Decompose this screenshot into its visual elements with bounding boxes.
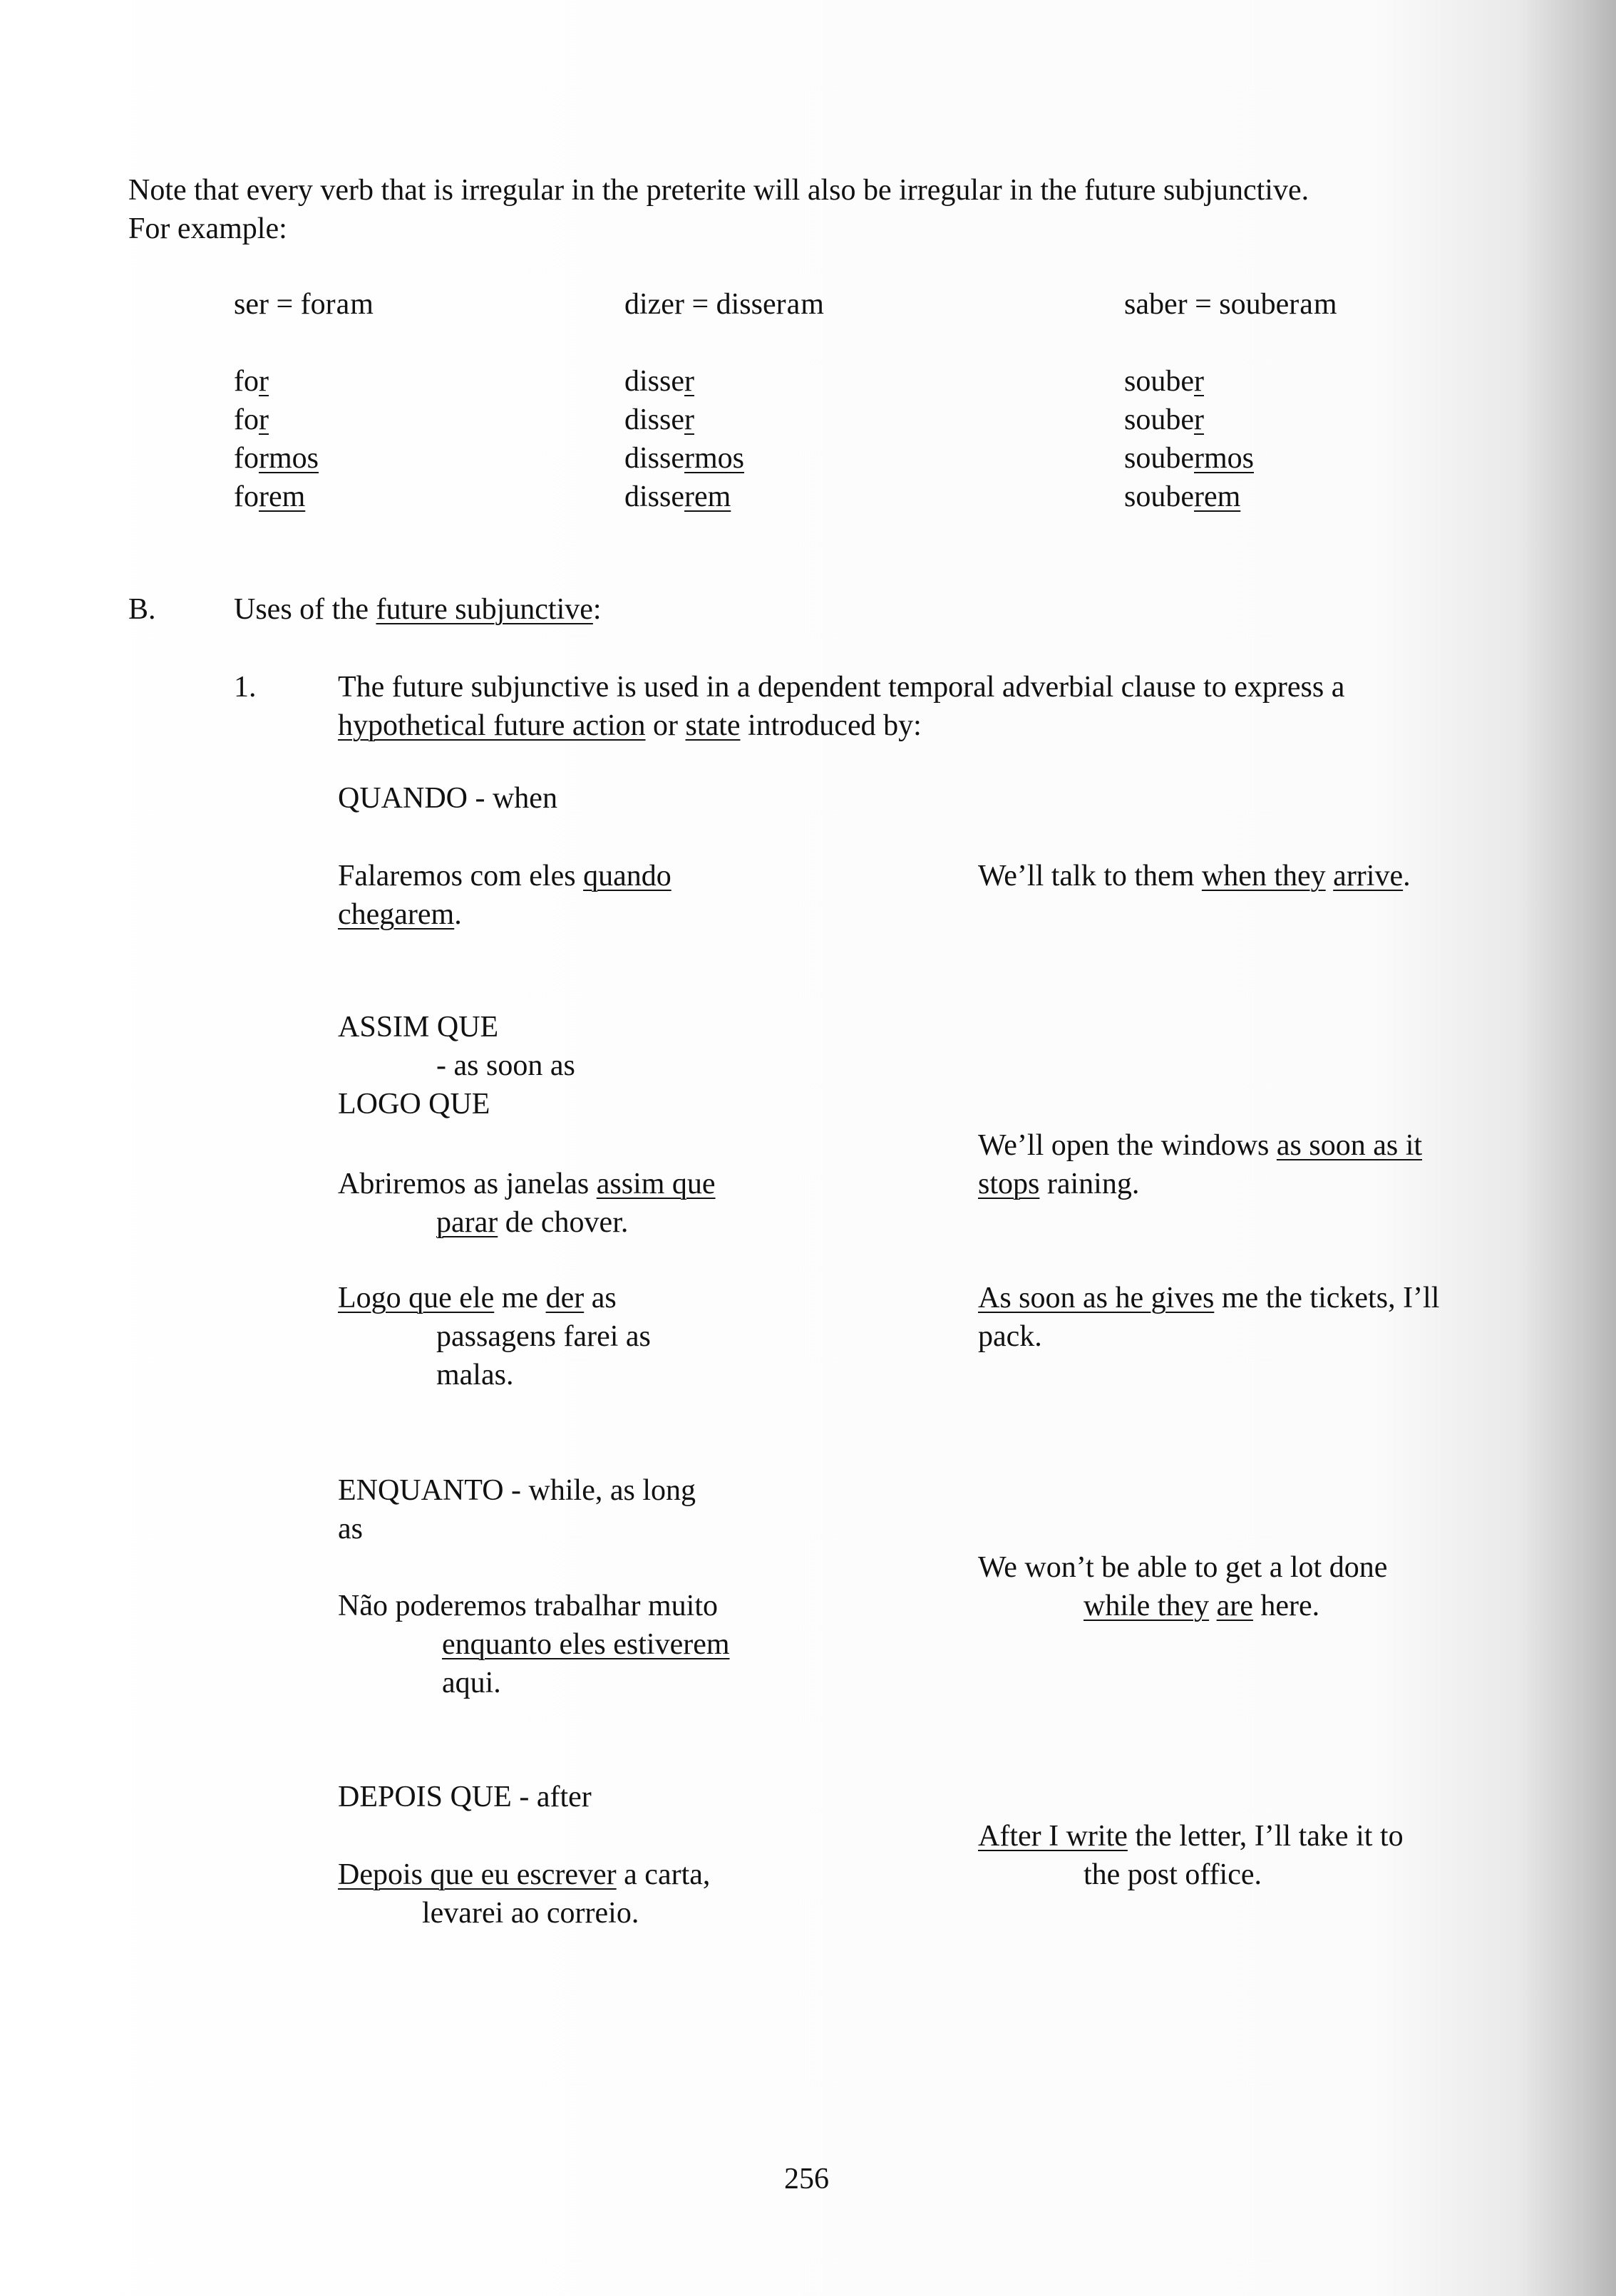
point-1-line-2: hypothetical future action or state introduced by: [338, 709, 922, 742]
conjunction-assim-que: ASSIM QUE [338, 1011, 499, 1044]
logo-en-line-2: pack. [978, 1320, 1042, 1353]
depois-pt-line-2: levarei ao correio. [422, 1897, 639, 1930]
conj-dizer-3: dissermos [624, 442, 744, 475]
enquanto-pt-line-3: aqui. [442, 1667, 501, 1699]
conj-ser-1: for [234, 365, 269, 398]
page-number: 256 [784, 2163, 829, 2195]
logo-pt-line-3: malas. [436, 1359, 514, 1391]
section-b-letter: B. [128, 593, 156, 626]
conj-ser-3: formos [234, 442, 319, 475]
conjunction-enquanto: ENQUANTO - while, as long [338, 1474, 696, 1507]
quando-pt-line-2: chegarem. [338, 898, 462, 931]
verb-header-ser: ser = foram [234, 288, 374, 321]
assim-pt-line-1: Abriremos as janelas assim que [338, 1168, 716, 1200]
logo-pt-line-1: Logo que ele me der as [338, 1282, 617, 1314]
conjunction-logo-que: LOGO QUE [338, 1088, 490, 1121]
depois-pt-line-1: Depois que eu escrever a carta, [338, 1858, 711, 1891]
intro-line-2: For example: [128, 212, 287, 245]
verb-header-dizer: dizer = disseram [624, 288, 825, 321]
conjunction-quando: QUANDO - when [338, 782, 557, 815]
assim-en-line-2: stops raining. [978, 1168, 1140, 1200]
assim-pt-line-2: parar de chover. [436, 1206, 629, 1239]
conjunction-assim-meaning: - as soon as [436, 1049, 575, 1082]
enquanto-en-line-1: We won’t be able to get a lot done [978, 1551, 1388, 1584]
conj-dizer-1: disser [624, 365, 694, 398]
conj-dizer-4: disserem [624, 480, 731, 513]
point-1-line-1: The future subjunctive is used in a dependent temporal adverbial clause to express a [338, 671, 1345, 704]
logo-en-line-1: As soon as he gives me the tickets, I’ll [978, 1282, 1440, 1314]
conj-ser-2: for [234, 403, 269, 436]
assim-en-line-1: We’ll open the windows as soon as it [978, 1129, 1423, 1162]
conjunction-depois-que: DEPOIS QUE - after [338, 1781, 592, 1813]
logo-pt-line-2: passagens farei as [436, 1320, 651, 1353]
point-1-number: 1. [234, 671, 257, 704]
enquanto-en-line-2: while they are here. [1084, 1590, 1320, 1622]
quando-en-line-1: We’ll talk to them when they arrive. [978, 860, 1411, 892]
conj-saber-2: souber [1124, 403, 1204, 436]
conj-saber-1: souber [1124, 365, 1204, 398]
enquanto-pt-line-1: Não poderemos trabalhar muito [338, 1590, 718, 1622]
depois-en-line-2: the post office. [1084, 1858, 1262, 1891]
conjunction-enquanto-line-2: as [338, 1513, 363, 1545]
depois-en-line-1: After I write the letter, I’ll take it to [978, 1820, 1404, 1853]
conj-saber-4: souberem [1124, 480, 1241, 513]
enquanto-pt-line-2: enquanto eles estiverem [442, 1628, 730, 1661]
intro-line-1: Note that every verb that is irregular in the preterite will also be irregular in the future subjunctive. [128, 174, 1309, 207]
verb-header-saber: saber = souberam [1124, 288, 1338, 321]
conj-saber-3: soubermos [1124, 442, 1254, 475]
section-b-heading: Uses of the future subjunctive: [234, 593, 602, 626]
conj-ser-4: forem [234, 480, 306, 513]
conj-dizer-2: disser [624, 403, 694, 436]
quando-pt-line-1: Falaremos com eles quando [338, 860, 671, 892]
